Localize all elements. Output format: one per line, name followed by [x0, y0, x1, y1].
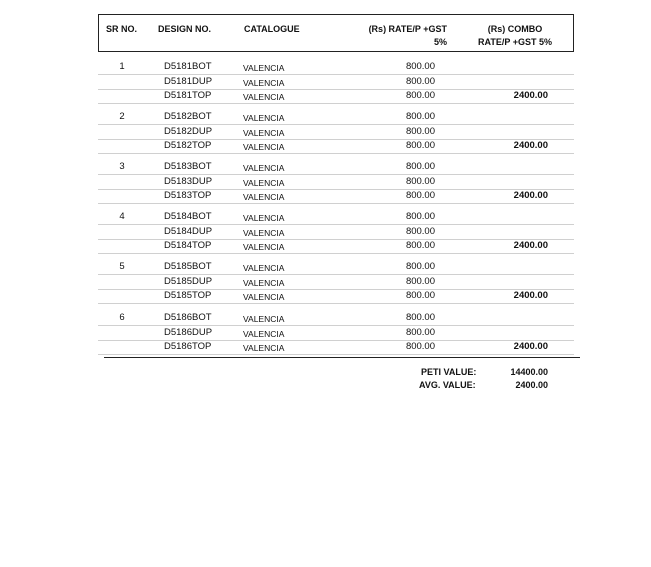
table-row: [98, 210, 574, 225]
row-rate: 800.00: [405, 240, 435, 251]
row-combo-rate: 2400.00: [513, 290, 548, 301]
row-catalogue: VALENCIA: [243, 177, 285, 188]
totals-divider: [104, 357, 580, 358]
row-design-no: D5185TOP: [164, 290, 212, 301]
table-row: [98, 75, 574, 90]
avg-value: 2400.00: [515, 380, 548, 390]
row-design-no: D5183TOP: [164, 190, 212, 201]
table-header: [98, 14, 574, 52]
row-catalogue: VALENCIA: [243, 277, 285, 288]
row-sr-no: 3: [119, 161, 125, 172]
avg-value-label: AVG. VALUE:: [419, 380, 476, 390]
table-row: [98, 110, 574, 125]
row-rate: 800.00: [405, 111, 435, 122]
table-row: [98, 189, 574, 204]
row-catalogue: VALENCIA: [243, 163, 285, 173]
peti-value: 14400.00: [510, 367, 548, 377]
row-sr-no: 1: [119, 61, 125, 72]
row-sr-no: 5: [119, 261, 125, 272]
header-sr-no: SR NO.: [106, 24, 138, 34]
row-rate: 800.00: [405, 211, 435, 222]
row-design-no: D5184TOP: [164, 240, 212, 251]
row-sr-no: 2: [119, 111, 125, 122]
table-row: [98, 125, 574, 140]
table-row: [98, 175, 574, 190]
row-catalogue: VALENCIA: [243, 328, 285, 339]
table-row: [98, 89, 574, 104]
row-combo-rate: 2400.00: [513, 190, 548, 201]
row-design-no: D5181BOT: [164, 61, 212, 72]
row-design-no: D5185DUP: [164, 275, 213, 287]
row-combo-rate: 2400.00: [513, 140, 548, 151]
row-combo-rate: 2400.00: [513, 240, 548, 251]
row-catalogue: VALENCIA: [243, 343, 285, 353]
header-combo-rate: (Rs) COMBO RATE/P +GST 5%: [478, 24, 552, 47]
table-row: [98, 239, 574, 254]
table-row: [98, 260, 574, 275]
row-rate: 800.00: [405, 140, 435, 151]
row-design-no: D5182TOP: [164, 140, 212, 151]
row-rate: 800.00: [405, 125, 435, 137]
table-row: [98, 60, 574, 75]
row-rate: 800.00: [405, 90, 435, 101]
row-design-no: D5182DUP: [164, 125, 213, 137]
row-sr-no: 6: [119, 312, 125, 323]
table-row: [98, 311, 574, 326]
row-design-no: D5184BOT: [164, 211, 212, 222]
table-row: [98, 139, 574, 154]
row-design-no: D5186DUP: [164, 326, 213, 338]
row-combo-rate: 2400.00: [513, 90, 548, 101]
table-row: [98, 340, 574, 355]
row-rate: 800.00: [405, 261, 435, 272]
table-row: [98, 160, 574, 175]
row-rate: 800.00: [405, 161, 435, 172]
row-rate: 800.00: [405, 326, 435, 338]
row-design-no: D5186TOP: [164, 341, 212, 352]
row-catalogue: VALENCIA: [243, 227, 285, 238]
table-row: [98, 326, 574, 341]
row-catalogue: VALENCIA: [243, 292, 285, 302]
peti-value-label: PETI VALUE:: [421, 367, 477, 377]
row-design-no: D5181TOP: [164, 90, 212, 101]
row-design-no: D5183DUP: [164, 175, 213, 187]
row-rate: 800.00: [405, 341, 435, 352]
row-sr-no: 4: [119, 211, 125, 222]
row-rate: 800.00: [405, 75, 435, 87]
row-combo-rate: 2400.00: [513, 341, 548, 352]
row-design-no: D5185BOT: [164, 261, 212, 272]
row-catalogue: VALENCIA: [243, 77, 285, 88]
row-rate: 800.00: [405, 61, 435, 72]
row-catalogue: VALENCIA: [243, 263, 285, 273]
table-row: [98, 289, 574, 304]
row-catalogue: VALENCIA: [243, 213, 285, 223]
row-rate: 800.00: [405, 290, 435, 301]
row-design-no: D5186BOT: [164, 312, 212, 323]
row-rate: 800.00: [405, 190, 435, 201]
row-rate: 800.00: [405, 175, 435, 187]
row-rate: 800.00: [405, 275, 435, 287]
row-catalogue: VALENCIA: [243, 314, 285, 324]
row-catalogue: VALENCIA: [243, 127, 285, 138]
row-design-no: D5184DUP: [164, 225, 213, 237]
row-catalogue: VALENCIA: [243, 92, 285, 102]
header-design-no: DESIGN NO.: [158, 24, 212, 34]
row-design-no: D5183BOT: [164, 161, 212, 172]
row-design-no: D5182BOT: [164, 111, 212, 122]
row-rate: 800.00: [405, 225, 435, 237]
table-row: [98, 275, 574, 290]
row-catalogue: VALENCIA: [243, 192, 285, 202]
table-row: [98, 225, 574, 240]
row-design-no: D5181DUP: [164, 75, 213, 87]
header-catalogue: CATALOGUE: [244, 24, 300, 34]
row-catalogue: VALENCIA: [243, 142, 285, 152]
row-catalogue: VALENCIA: [243, 113, 285, 123]
row-catalogue: VALENCIA: [243, 63, 285, 73]
row-rate: 800.00: [405, 312, 435, 323]
row-catalogue: VALENCIA: [243, 242, 285, 252]
header-rate: (Rs) RATE/P +GST 5%: [368, 24, 447, 47]
